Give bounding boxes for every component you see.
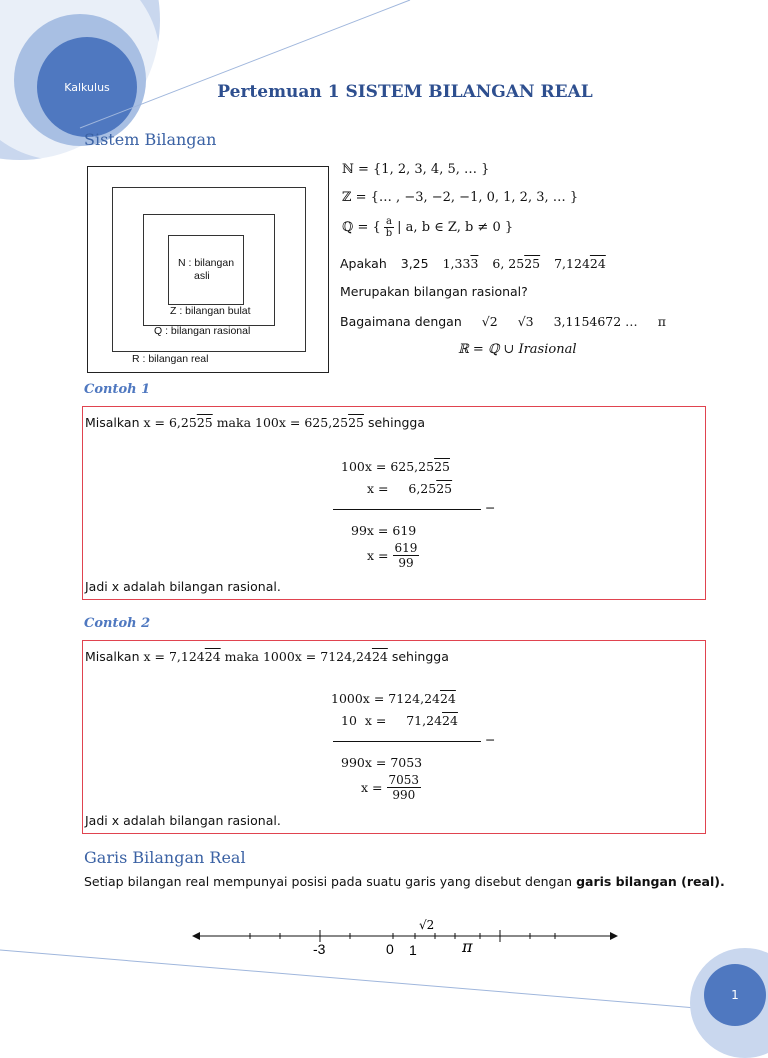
contoh-2-label: Contoh 2 (84, 616, 151, 631)
contoh-2-intro-a: Misalkan (85, 649, 140, 664)
contoh-1-numerator: 619 (394, 541, 418, 555)
contoh-1-intro-eq2 (217, 415, 364, 430)
contoh-2-line-2 (341, 713, 458, 728)
page-number: 1 (704, 964, 766, 1026)
apakah-value-4 (554, 256, 606, 271)
bagaimana-row (340, 314, 666, 329)
contoh-1-intro-eq1 (144, 415, 213, 430)
contoh-1-line-2 (367, 481, 452, 496)
contoh-1-intro (85, 415, 425, 430)
contoh-1-intro-a: Misalkan (85, 415, 140, 430)
contoh-2-intro-b: x = 7,124 (143, 649, 205, 664)
number-line-label-1: 1 (409, 942, 417, 958)
number-line (190, 912, 620, 960)
apakah-row (340, 256, 606, 271)
contoh-2-minus: − (485, 732, 496, 747)
n-label: N : bilangan (178, 257, 235, 269)
contoh-2-line-2-ol: 24 (442, 713, 458, 728)
bagaimana-sqrt2: √2 (481, 314, 498, 329)
contoh-2-intro-eq1 (144, 649, 221, 664)
contoh-1-intro-c: maka 100x = 625,25 (216, 415, 349, 430)
number-set-diagram (87, 166, 329, 373)
contoh-2-denominator: 990 (392, 788, 416, 802)
bagaimana-decimal: 3,1154672 … (553, 314, 638, 329)
apakah-value-3-base: 6, 25 (492, 256, 525, 271)
contoh-1-line-3: 99x = 619 (351, 523, 417, 538)
apakah-value-3-repeat: 25 (524, 256, 541, 271)
bagaimana-pi: π (657, 314, 666, 329)
contoh-1-box (82, 406, 706, 600)
contoh-2-line-1-a: 1000x = 7124,24 (331, 691, 440, 706)
set-q-numerator: a (384, 216, 394, 228)
contoh-2-intro-eq2 (225, 649, 388, 664)
page-title: Pertemuan 1 SISTEM BILANGAN REAL (217, 82, 593, 102)
contoh-2-line-2-b: 71,24 (406, 713, 443, 728)
number-line-label-pi: π (462, 937, 473, 956)
contoh-2-intro-d: sehingga (391, 649, 449, 664)
z-label: Z : bilangan bulat (170, 305, 251, 317)
course-badge: Kalkulus (37, 37, 137, 137)
set-q-denominator: b (385, 228, 393, 239)
number-line-label-sqrt2: √2 (419, 918, 435, 932)
contoh-1-intro-c-ol: 25 (348, 415, 364, 430)
contoh-1-line-2-b: 6,25 (408, 481, 437, 496)
rational-question: Merupakan bilangan rasional? (340, 284, 528, 299)
apakah-value-2-base: 1,33 (442, 256, 471, 271)
contoh-1-line-2-ol: 25 (436, 481, 453, 496)
contoh-1-line-1-a: 100x = 625,25 (341, 459, 435, 474)
contoh-2-intro (85, 649, 449, 664)
contoh-2-rule (333, 741, 481, 742)
contoh-2-line-4 (361, 773, 421, 802)
contoh-1-conclusion: Jadi x adalah bilangan rasional. (85, 579, 281, 594)
apakah-value-3 (492, 256, 540, 271)
contoh-1-line-4 (367, 541, 419, 570)
set-n-definition: ℕ = {1, 2, 3, 4, 5, … } (342, 162, 490, 177)
contoh-2-intro-c: maka 1000x = 7124,24 (224, 649, 372, 664)
contoh-1-denominator: 99 (398, 556, 414, 570)
r-label: R : bilangan real (132, 353, 209, 365)
contoh-2-box (82, 640, 706, 834)
set-q-fraction (384, 216, 394, 239)
garis-bilangan-paragraph-text: Setiap bilangan real mempunyai posisi pada suatu garis yang disebut dengan (84, 874, 573, 889)
contoh-1-line-4-lhs: x = (367, 548, 389, 563)
set-q-suffix: | a, b ∈ Z, b ≠ 0 } (397, 220, 514, 235)
contoh-1-line-1 (341, 459, 450, 474)
apakah-value-1: 3,25 (400, 256, 429, 271)
contoh-1-rule (333, 509, 481, 510)
garis-bilangan-term: garis bilangan (real). (576, 874, 725, 889)
contoh-1-minus: − (485, 500, 496, 515)
contoh-1-intro-d: sehingga (367, 415, 426, 430)
section-heading-sistem-bilangan: Sistem Bilangan (84, 130, 217, 149)
bagaimana-label: Bagaimana dengan (340, 314, 462, 329)
apakah-label: Apakah (340, 256, 387, 271)
contoh-2-intro-c-ol: 24 (371, 649, 388, 664)
garis-bilangan-paragraph (84, 872, 726, 892)
number-line-label-0: 0 (386, 941, 394, 957)
set-z-definition: ℤ = {… , −3, −2, −1, 0, 1, 2, 3, … } (342, 190, 579, 205)
contoh-2-line-1 (331, 691, 456, 706)
contoh-2-line-4-lhs: x = (361, 780, 383, 795)
contoh-1-intro-b-ol: 25 (196, 415, 213, 430)
bagaimana-sqrt3: √3 (517, 314, 534, 329)
contoh-1-line-1-ol: 25 (434, 459, 450, 474)
contoh-2-line-2-a: 10 x = (341, 713, 387, 728)
set-q-definition (342, 216, 513, 239)
contoh-2-intro-b-ol: 24 (204, 649, 221, 664)
apakah-value-4-base: 7,124 (554, 256, 590, 271)
set-q-prefix: ℚ = { (342, 220, 381, 235)
apakah-value-2-repeat: 3 (470, 256, 479, 271)
real-set-equation: ℝ = ℚ ∪ Irasional (458, 342, 577, 357)
contoh-1-line-2-a: x = (367, 481, 389, 496)
section-heading-garis-bilangan: Garis Bilangan Real (84, 848, 246, 867)
contoh-1-label: Contoh 1 (84, 382, 151, 397)
contoh-2-line-3: 990x = 7053 (341, 755, 423, 770)
n-label-2: asli (194, 270, 210, 282)
contoh-2-numerator: 7053 (388, 773, 420, 787)
contoh-1-fraction (393, 541, 420, 570)
contoh-2-conclusion: Jadi x adalah bilangan rasional. (85, 813, 281, 828)
apakah-value-2 (443, 256, 479, 271)
contoh-2-line-1-ol: 24 (439, 691, 456, 706)
contoh-2-fraction (387, 773, 422, 802)
contoh-1-intro-b: x = 6,25 (143, 415, 197, 430)
number-line-right-arrow (610, 932, 618, 940)
number-line-label-neg3: -3 (313, 941, 326, 957)
apakah-value-4-repeat: 24 (589, 256, 606, 271)
q-label: Q : bilangan rasional (154, 325, 251, 337)
number-line-left-arrow (192, 932, 200, 940)
